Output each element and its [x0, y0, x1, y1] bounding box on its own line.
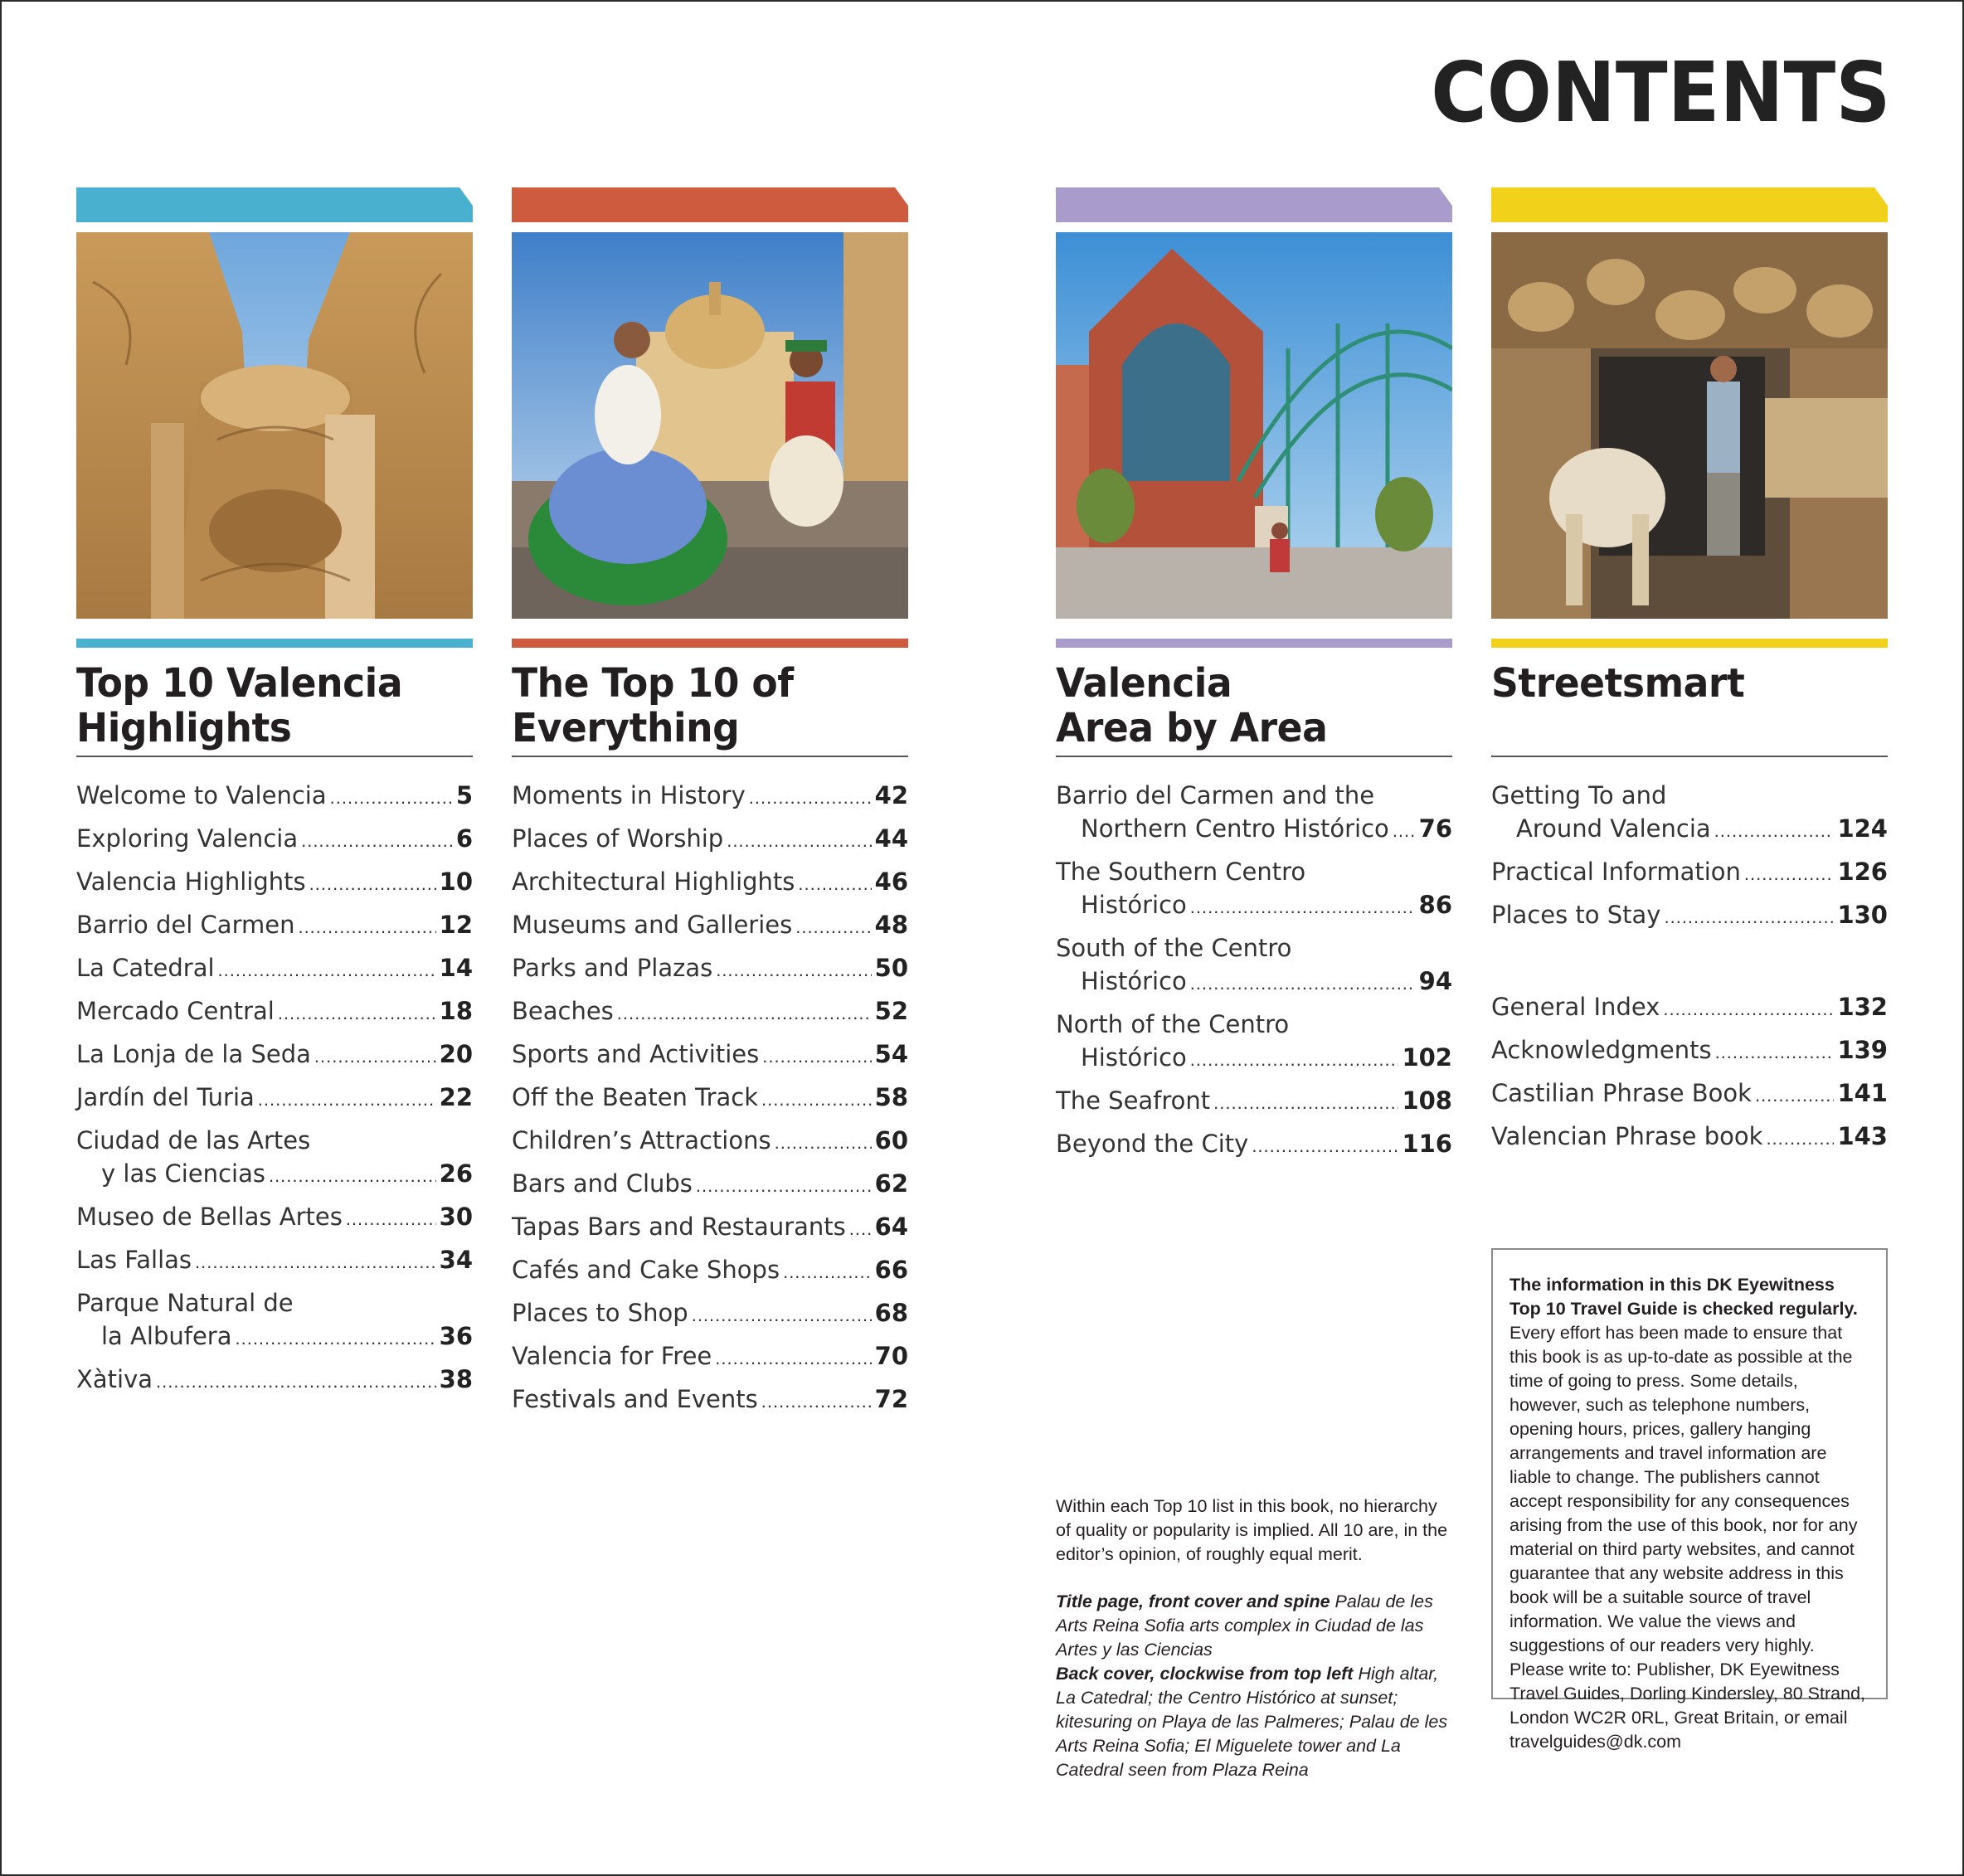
- toc-entry[interactable]: Welcome to Valencia ..... 5: [76, 779, 473, 814]
- toc-entry[interactable]: Children’s Attractions ..... 60: [512, 1124, 908, 1159]
- cathedral-facade-photo: [76, 232, 473, 619]
- section-streetsmart: [1491, 187, 1888, 1163]
- toc-entry[interactable]: Las Fallas ..... 34: [76, 1243, 473, 1279]
- section-color-rule: [512, 639, 908, 648]
- toc-entry[interactable]: South of the Centro Histórico ..... 94: [1056, 931, 1452, 1000]
- toc-entry[interactable]: Architectural Highlights ..... 46: [512, 865, 908, 901]
- toc-entry[interactable]: Festivals and Events ..... 72: [512, 1383, 908, 1418]
- toc-list: [1491, 779, 1888, 1155]
- section-title: Top 10 Valencia Highlights: [76, 660, 403, 751]
- toc-entry[interactable]: Places to Shop ..... 68: [512, 1296, 908, 1332]
- section-area-by-area: [1056, 187, 1452, 1170]
- section-color-rule: [1056, 639, 1452, 648]
- toc-entry[interactable]: Off the Beaten Track ..... 58: [512, 1081, 908, 1116]
- toc-entry[interactable]: Ciudad de las Artes y las Ciencias ..... 26: [76, 1124, 473, 1193]
- credit-text: High altar, La Catedral; the Centro Histórico at sunset; kitesuring on Playa de las Palmeres; Palau de les Arts Reina Sofia; El Miguelete tower and La Catedral seen from Plaza Reina: [1056, 1664, 1448, 1780]
- section-title: Valencia Area by Area: [1056, 660, 1328, 751]
- section-tab: [1056, 187, 1452, 222]
- toc-entry[interactable]: Practical Information ..... 126: [1491, 855, 1888, 891]
- market-hall-photo: [1056, 232, 1452, 619]
- section-tab: [1491, 187, 1888, 222]
- toc-list: [1056, 779, 1452, 1163]
- section-tab: [512, 187, 908, 222]
- toc-entry[interactable]: Tapas Bars and Restaurants ..... 64: [512, 1210, 908, 1246]
- toc-entry[interactable]: Barrio del Carmen ..... 12: [76, 908, 473, 944]
- toc-entry[interactable]: La Catedral ..... 14: [76, 951, 473, 987]
- toc-entry[interactable]: La Lonja de la Seda ..... 20: [76, 1038, 473, 1073]
- folk-dancers-photo: [512, 232, 908, 619]
- toc-entry[interactable]: Bars and Clubs ..... 62: [512, 1167, 908, 1203]
- toc-entry[interactable]: Xàtiva ..... 38: [76, 1363, 473, 1398]
- toc-entry[interactable]: General Index ..... 132: [1491, 990, 1888, 1026]
- toc-entry[interactable]: The Southern Centro Histórico ..... 86: [1056, 855, 1452, 924]
- toc-entry[interactable]: Barrio del Carmen and the Northern Centro Histórico ..... 76: [1056, 779, 1452, 848]
- toc-spacer: [1491, 941, 1888, 983]
- toc-entry[interactable]: Parks and Plazas ..... 50: [512, 951, 908, 987]
- toc-entry[interactable]: The Seafront ..... 108: [1056, 1084, 1452, 1120]
- toc-list: [512, 779, 908, 1418]
- basket-shop-photo: [1491, 232, 1888, 619]
- credit-lead: Back cover, clockwise from top left: [1056, 1664, 1354, 1684]
- credit-lead: Title page, front cover and spine: [1056, 1592, 1330, 1611]
- toc-entry[interactable]: Getting To and Around Valencia ..... 124: [1491, 779, 1888, 848]
- toc-entry[interactable]: Museo de Bellas Artes ..... 30: [76, 1200, 473, 1236]
- section-top10-everything: [512, 187, 908, 1426]
- toc-entry[interactable]: Places to Stay ..... 130: [1491, 898, 1888, 934]
- credit-text: Palau de les Arts Reina Sofia arts complex in Ciudad de las Artes y las Ciencias: [1056, 1592, 1433, 1660]
- page-title: CONTENTS: [1431, 44, 1891, 141]
- toc-entry[interactable]: Exploring Valencia ..... 6: [76, 822, 473, 858]
- toc-entry[interactable]: Moments in History ..... 42: [512, 779, 908, 814]
- section-divider: [76, 756, 473, 757]
- toc-entry[interactable]: Parque Natural de la Albufera ..... 36: [76, 1286, 473, 1355]
- section-divider: [1491, 756, 1888, 757]
- toc-entry[interactable]: Valencia Highlights ..... 10: [76, 865, 473, 901]
- section-color-rule: [76, 639, 473, 648]
- toc-entry[interactable]: Acknowledgments ..... 139: [1491, 1033, 1888, 1069]
- section-title: The Top 10 of Everything: [512, 660, 794, 751]
- section-divider: [1056, 756, 1452, 757]
- hierarchy-note: Within each Top 10 list in this book, no hierarchy of quality or popularity is implied. All 10 are, in the editor’s opinion, of roughly equal merit.: [1056, 1496, 1448, 1564]
- section-top10-highlights: [76, 187, 473, 1406]
- editorial-note: [1056, 1494, 1454, 1782]
- toc-entry[interactable]: Mercado Central ..... 18: [76, 994, 473, 1030]
- info-box: [1491, 1248, 1888, 1752]
- toc-entry[interactable]: Cafés and Cake Shops ..... 66: [512, 1253, 908, 1289]
- toc-entry[interactable]: Sports and Activities ..... 54: [512, 1038, 908, 1073]
- section-tab: [76, 187, 473, 222]
- toc-entry[interactable]: Valencian Phrase book ..... 143: [1491, 1120, 1888, 1155]
- toc-entry[interactable]: Beyond the City ..... 116: [1056, 1127, 1452, 1163]
- toc-entry[interactable]: Castilian Phrase Book ..... 141: [1491, 1077, 1888, 1112]
- toc-entry[interactable]: Valencia for Free ..... 70: [512, 1339, 908, 1375]
- toc-entry[interactable]: Jardín del Turia ..... 22: [76, 1081, 473, 1116]
- section-color-rule: [1491, 639, 1888, 648]
- cover-credits: [1056, 1590, 1454, 1782]
- toc-entry[interactable]: North of the Centro Histórico ..... 102: [1056, 1008, 1452, 1077]
- toc-entry[interactable]: Beaches ..... 52: [512, 994, 908, 1030]
- section-divider: [512, 756, 908, 757]
- toc-entry[interactable]: Places of Worship ..... 44: [512, 822, 908, 858]
- section-title: Streetsmart: [1491, 660, 1745, 707]
- info-lead: The information in this DK Eyewitness Top 10 Travel Guide is checked regularly.: [1509, 1275, 1858, 1319]
- toc-entry[interactable]: Museums and Galleries ..... 48: [512, 908, 908, 944]
- toc-list: [76, 779, 473, 1398]
- info-body: Every effort has been made to ensure that this book is as up-to-date as possible at the time of going to press. Some details, however, such as telephone numbers, opening hours, prices, gallery hanging arrangements and travel information are liable to change. The publishers cannot accept responsibility for any consequences arising from the use of this book, nor for any material on third party websites, and cannot guarantee that any website address in this book will be a suitable source of travel information. We value the views and suggestions of our readers very highly. Please write to: Publisher, DK Eyewitness Travel Guides, Dorling Kindersley, 80 Strand, London WC2R 0RL, Great Britain, or email travelguides@dk.com: [1509, 1323, 1866, 1752]
